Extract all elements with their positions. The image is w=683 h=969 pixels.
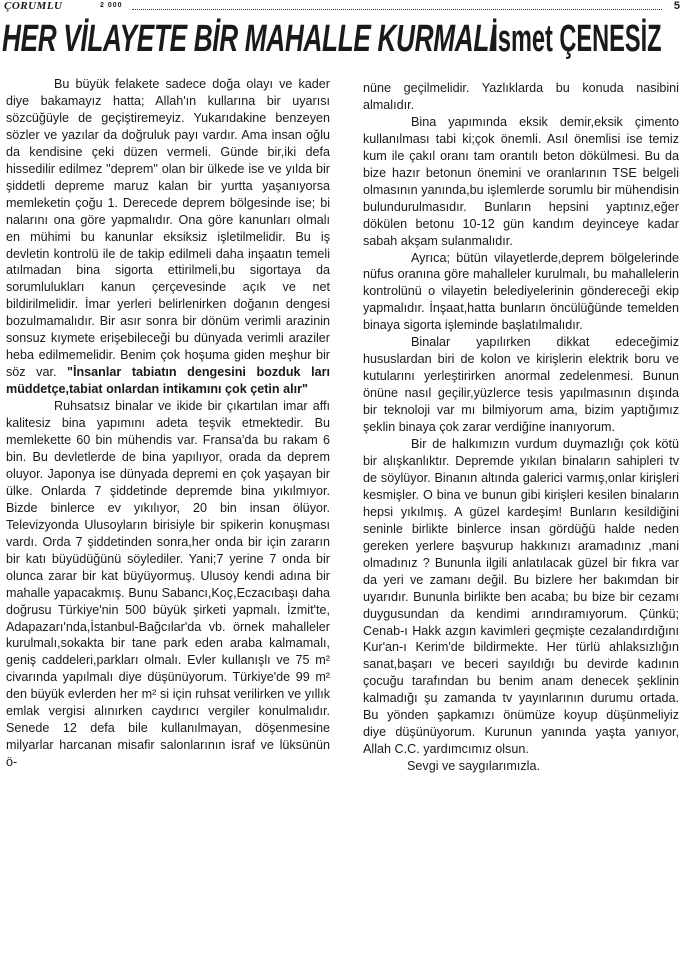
paragraph: Ruhsatsız binalar ve ikide bir çıkartılan imar affı kalitesiz bina yapımını adeta teşvik etmektedir. Bu memlekette 60 bin mühendis var. Fransa'da bu rakam 6 bin. Bu devletlerde de bina yapılıyor, orada da deprem oluyor. Japonya ise dünyada depremi en çok yaşayan bir ülke. Onlarda 7 şiddetinde depremde bina yıkılmıyor. Bizde binlerce ev yıkılıyor, 20 bin insan ölüyor. Televizyonda Ulusoyların birisiyle bir spikerin konuşması vardı. Orda 7 şiddetinden sonra,her onda bir için zararın bir katı büyüdüğünü söylediler. Yani;7 yerine 7 onda bir olunca zarar bir kat büyüyormuş. Ulusoy kendi adına bir mahalle yapacakmış. Bunu Sabancı,Koç,Eczacıbaşı daha doğrusu Türkiye'nin 500 büyük şirketi yapmalı. İzmit'te, Adapazarı'nda,İstanbul-Bağcılar'da vb. örnek mahalleler kurulmalı,sokakta bir tane park eden araba kalmamalı, geniş caddeleri,parkları olmalı. Evler kullanışlı ve 75 m² civarında yapılmalı diye düşünüyorum. Türkiye'de 99 m² den büyük evlerden her m² si için ruhsat verilirken ve yıllık emlak vergisi alınırken caydırıcı vergiler konulmalıdır. Senede 12 defa bile kullanılmayan, döşenmesine milyarlar harcanan misafir salonlarının israf ve lüksünün ö- <box>6 399 330 770</box>
right-column <box>363 80 679 775</box>
masthead-rule <box>132 9 662 10</box>
paragraph: Binalar yapılırken dikkat edeceğimiz hususlardan biri de kolon ve kirişlerin elektrik boru ve kutularını yerleştirirken anormal zedelenmesi. Bunun önüne nasıl geçilir,yüzlerce tesis yapılmasının dışında bir teknoloji var mı bilmiyorum ama, bizim yaptığımız şeklin binaya çok zarar verdiğine inanıyorum. <box>363 335 679 435</box>
paragraph: Bu büyük felakete sadece doğa olayı ve kader diye bakamayız hatta; Allah'ın kullarına bir uyarısı sözcüğüyle de geçiştiremeyiz. Yukarıdakine benzeyen sözler ve yazılar da doğruluk payı vardır. Ama insan oğlu da kendisine çeki düzen vermeli. Günde bir,iki defa hissedilir edilmez "deprem" olan bir ülkede ise ve yılda bir şiddetli depreme maruz kalan bir yurtta yaşanıyorsa memleketin çoğu 1. Derecede deprem bölgesinde ise; bi nalarını ona göre yapmalıdır. Ona göre kanunları olmalı en mühimi bu kanunlar eksiksiz işletilmelidir. Bu iş devletin kontrolü ile de takip edilmeli daha inşaatın temeli atılmadan bina sigorta ettirilmeli,bu sigortaya da sorumlulukları kanun çerçevesinde açık ve net bildirilmelidir. İmar yerleri belirlenirken doğanın dengesi bozulmamalıdır. Bir asır sonra bir dönüm verimli arazinin sonsuz kıymete erişebileceği bu dünyada verimli araziler heba edilmemelidir. Benim çok hoşuma giden meşhur bir söz var. "İnsanlar tabiatın dengesini bozduk ları müddetçe,tabiat onlardan intikamını çok çetin alır" <box>6 77 330 397</box>
paragraph: nüne geçilmelidir. Yazlıklarda bu konuda nasibini almalıdır. <box>363 81 679 112</box>
newspaper-brand: ÇORUMLU <box>4 0 63 12</box>
article-title: HER VİLAYETE BİR MAHALLE KURMALI <box>2 18 496 60</box>
page-number: 5 <box>673 0 680 12</box>
article-author: İsmet ÇENESİZ <box>491 18 662 60</box>
left-column <box>6 76 330 771</box>
paragraph: Bina yapımında eksik demir,eksik çimento kullanılması tabi ki;çok önemli. Asıl önemlisi ise temiz kum ile çakıl oranı tam orantılı beton dökülmesi. Bu da bize hazır betonun önemini ve oranlarının TSE belgeli olmasının yanında,bu işlemlerde sorumlu bir mühendisin bulundurulmasıdır. Bunların hepsini yaptınız,eğer dökülen betonu 10-12 gün kandım deyinceye kadar sabah akşam sulanmalıdır. <box>363 114 679 248</box>
masthead <box>4 0 680 14</box>
paragraph: Ayrıca; bütün vilayetlerde,deprem bölgelerinde nüfus oranına göre mahalleler kurulmalı, bu mahallelerin kontrolünü o vilayetin belediyelerinin göndereceği ekip yapmalıdır. İnşaat,hatta bunların öncülüğünde temelden binaya sigorta işleminde başlatılmalıdır. <box>363 250 679 333</box>
closing-line: Sevgi ve saygılarımızla. <box>407 759 540 774</box>
article-headline <box>2 14 678 66</box>
highlighted-quote: "İnsanlar tabiatın dengesini bozduk ları müddetçe,tabiat onlardan intikamını çok çetin alır" <box>6 365 330 397</box>
paragraph: Bir de halkımızın vurdum duymazlığı çok kötü bir alışkanlıktır. Depremde yıkılan binaların sahipleri tv de söylüyor. Binanın altında galerici varmış,onlar kirişleri kesmişler. O bina ve bunun gibi kirişleri kesilen binaların hepsi yıkılmış. A güzel kardeşim! Bunların kesildiğini seninle birlikte binlerce insan gördüğü halde neden gereken yerlere başvurup hakkınızı aramadınız ,mani olmadınız ? Bununla ilgili anlatılacak güzel bir fıkra var da yeri ve zamanı değil. Bu bizlere her bakımdan bir uyarıdır. Bununla birlikte ben acaba; bu bize bir cezamı duygusundan da kendimi arındıramıyorum. Çünkü; Cenab-ı Hakk azgın kavimleri geçmişte cezalandırdığını Kur'an-ı Kerim'de bildirmekte. Her türlü ahlaksızlığın sanat,başarı ve beceri sayıldığı bu devirde kadının çocuğu tarafından bu benim anam denecek şeklinin kalmadığı şu zamanda tv yayınlarının durumu ortada. Bu yönden şapkamızı önümüze koyup düşünmeliyiz diye düşünüyorum. Kurunun yanında yaşta yanıyor, Allah C.C. yardımcımız olsun. <box>363 437 679 757</box>
issue-year: 2 000 <box>100 2 123 9</box>
